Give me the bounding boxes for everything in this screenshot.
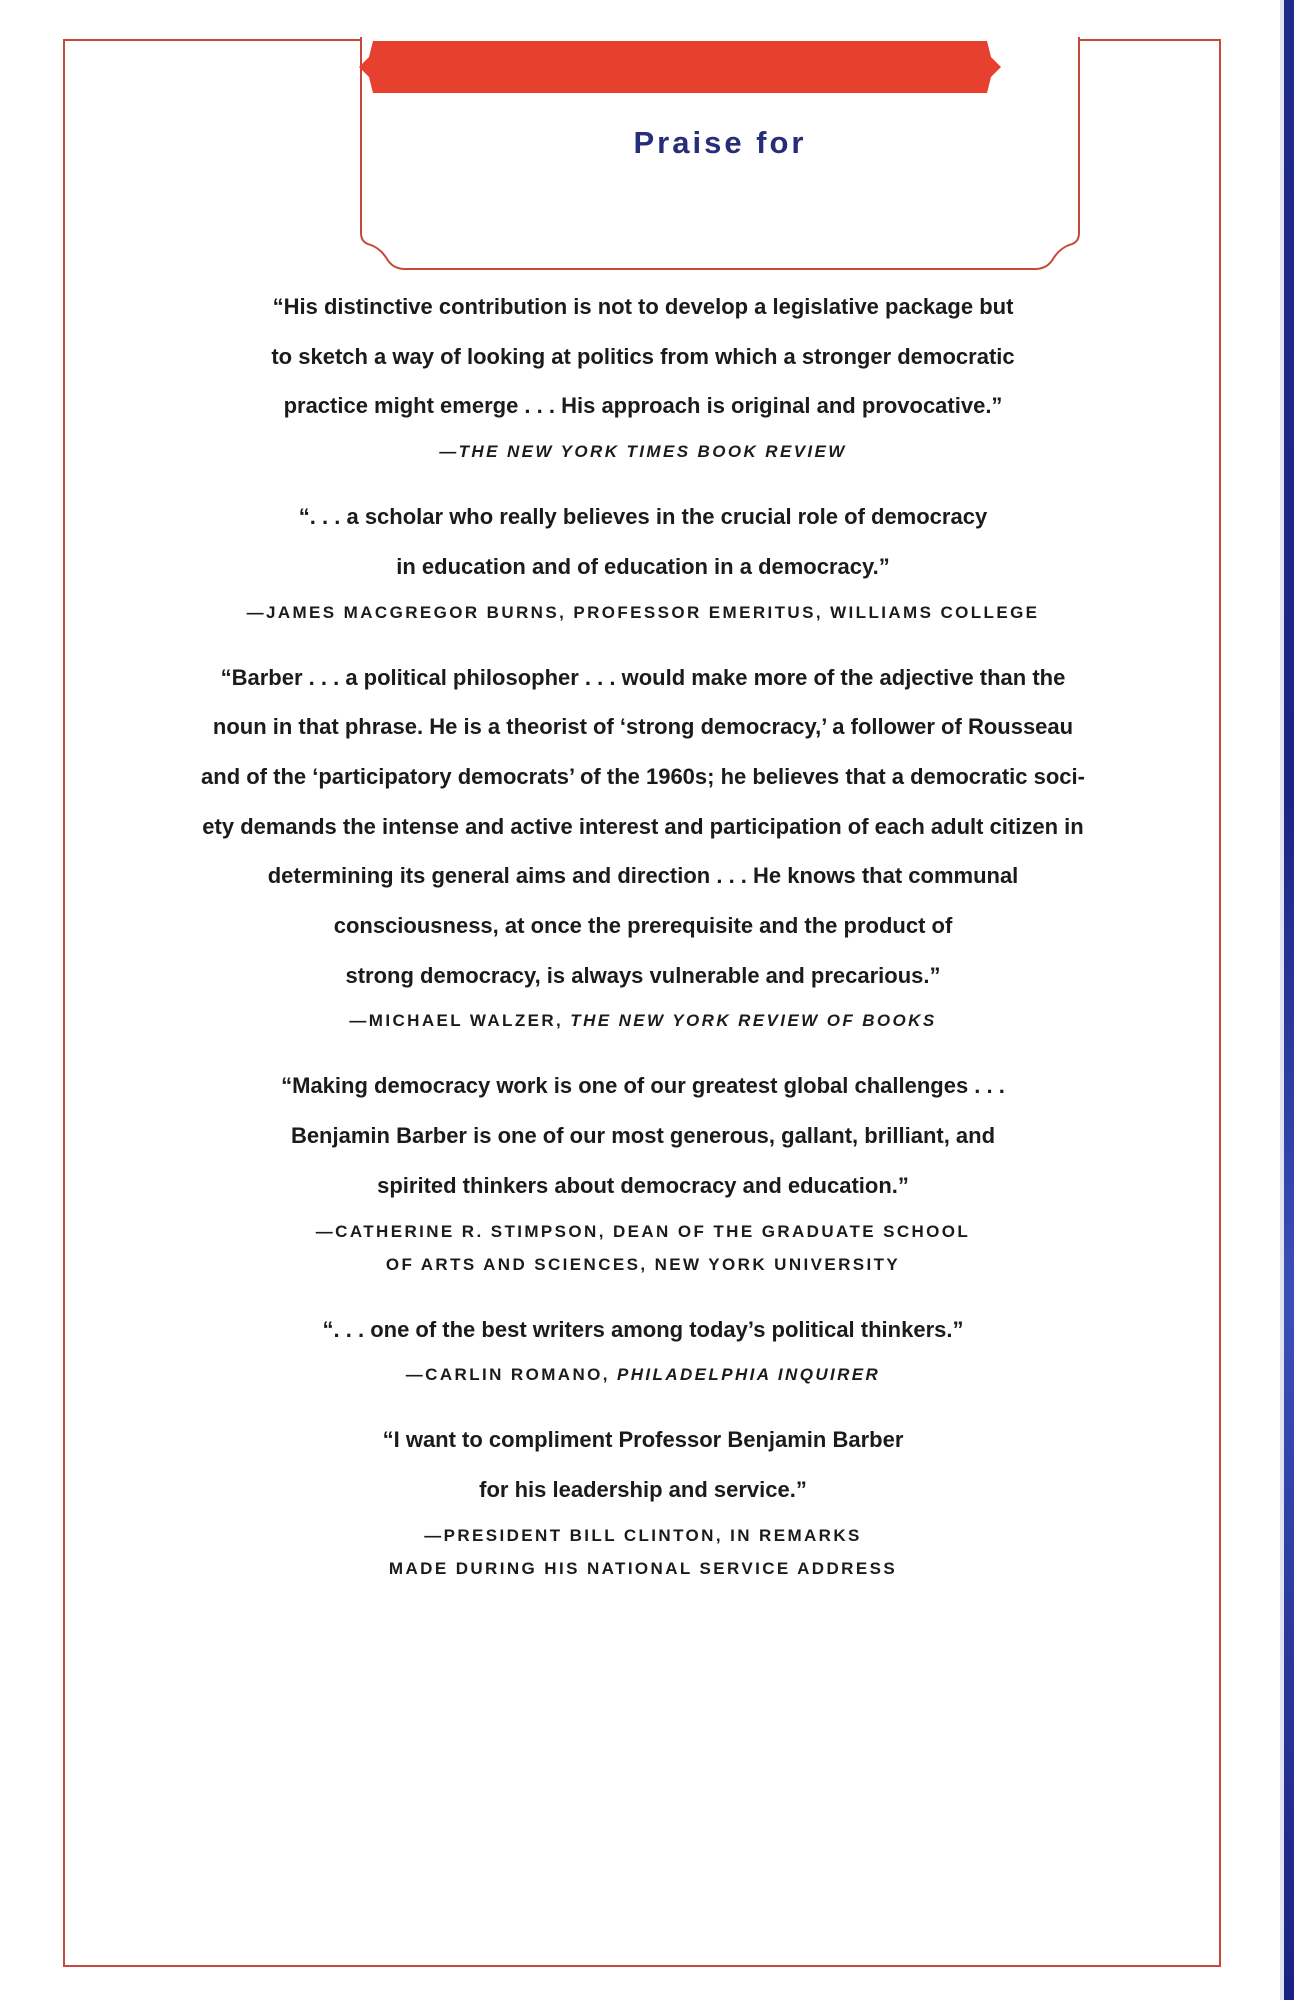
quote-attribution: OF ARTS AND SCIENCES, NEW YORK UNIVERSITY <box>385 1254 901 1274</box>
quote-attribution: —PRESIDENT BILL CLINTON, IN REMARKS <box>424 1525 862 1545</box>
quote-nyt-book-review <box>100 282 1186 468</box>
quote-line: and of the ‘participatory democrats’ of the 1960s; he believes that a democratic soci- <box>201 763 1085 789</box>
quote-line: in education and of education in a democracy.” <box>396 553 890 579</box>
praise-heading: Praise for <box>633 125 807 160</box>
attribution-source: —THE NEW YORK TIMES BOOK REVIEW <box>439 442 847 462</box>
quotes-list <box>100 282 1186 1585</box>
quote-line: to sketch a way of looking at politics from which a stronger democratic <box>271 343 1015 369</box>
quote-line: “His distinctive contribution is not to develop a legislative package but <box>272 294 1014 319</box>
quote-line: “I want to compliment Professor Benjamin Barber <box>382 1427 904 1453</box>
quote-line: determining its general aims and direction . . . He knows that communal <box>267 863 1019 889</box>
attribution-source: PHILADELPHIA INQUIRER <box>617 1365 881 1385</box>
author-name: BENJAMIN R. BARBER <box>462 185 978 227</box>
quote-catherine-stimpson <box>100 1061 1186 1280</box>
quote-attribution <box>100 1358 1186 1391</box>
title-tab <box>359 37 1081 277</box>
quote-attribution <box>100 435 1186 468</box>
quote-line: spirited thinkers about democracy and education.” <box>377 1172 909 1198</box>
quote-attribution <box>100 1004 1186 1037</box>
quote-line: practice might emerge . . . His approach is original and provocative.” <box>283 393 1003 419</box>
quote-line: Benjamin Barber is one of our most generous, gallant, brilliant, and <box>290 1123 996 1149</box>
quote-line: strong democracy, is always vulnerable and precarious.” <box>345 962 941 988</box>
quote-line: consciousness, at once the prerequisite and the product of <box>333 913 953 939</box>
quote-attribution: —CATHERINE R. STIMPSON, DEAN OF THE GRADUATE SCHOOL <box>315 1221 971 1241</box>
quote-carlin-romano <box>100 1305 1186 1392</box>
quote-line: “Barber . . . a political philosopher . . . would make more of the adjective than the <box>220 664 1066 690</box>
quote-michael-walzer <box>100 653 1186 1038</box>
quote-line: ety demands the intense and active interest and participation of each adult citizen in <box>202 813 1084 839</box>
quote-attribution: —JAMES MACGREGOR BURNS, PROFESSOR EMERITUS, WILLIAMS COLLEGE <box>246 602 1040 622</box>
quote-line: noun in that phrase. He is a theorist of ‘strong democracy,’ a follower of Rousseau <box>212 714 1074 740</box>
quote-line: “. . . a scholar who really believes in the crucial role of democracy <box>298 504 988 530</box>
quote-line: for his leadership and service.” <box>479 1476 807 1502</box>
attribution-author: —CARLIN ROMANO, <box>405 1365 617 1385</box>
quote-line: “Making democracy work is one of our greatest global challenges . . . <box>281 1073 1005 1099</box>
quote-james-macgregor-burns <box>100 492 1186 628</box>
book-cover-edge <box>1284 0 1294 2000</box>
quote-line: “. . . one of the best writers among today’s political thinkers.” <box>322 1316 964 1342</box>
author-name-banner <box>359 37 1001 97</box>
quote-bill-clinton <box>100 1415 1186 1584</box>
attribution-author: —MICHAEL WALZER, <box>349 1011 571 1031</box>
attribution-source: THE NEW YORK REVIEW OF BOOKS <box>570 1011 937 1031</box>
quote-attribution: MADE DURING HIS NATIONAL SERVICE ADDRESS <box>388 1558 898 1578</box>
